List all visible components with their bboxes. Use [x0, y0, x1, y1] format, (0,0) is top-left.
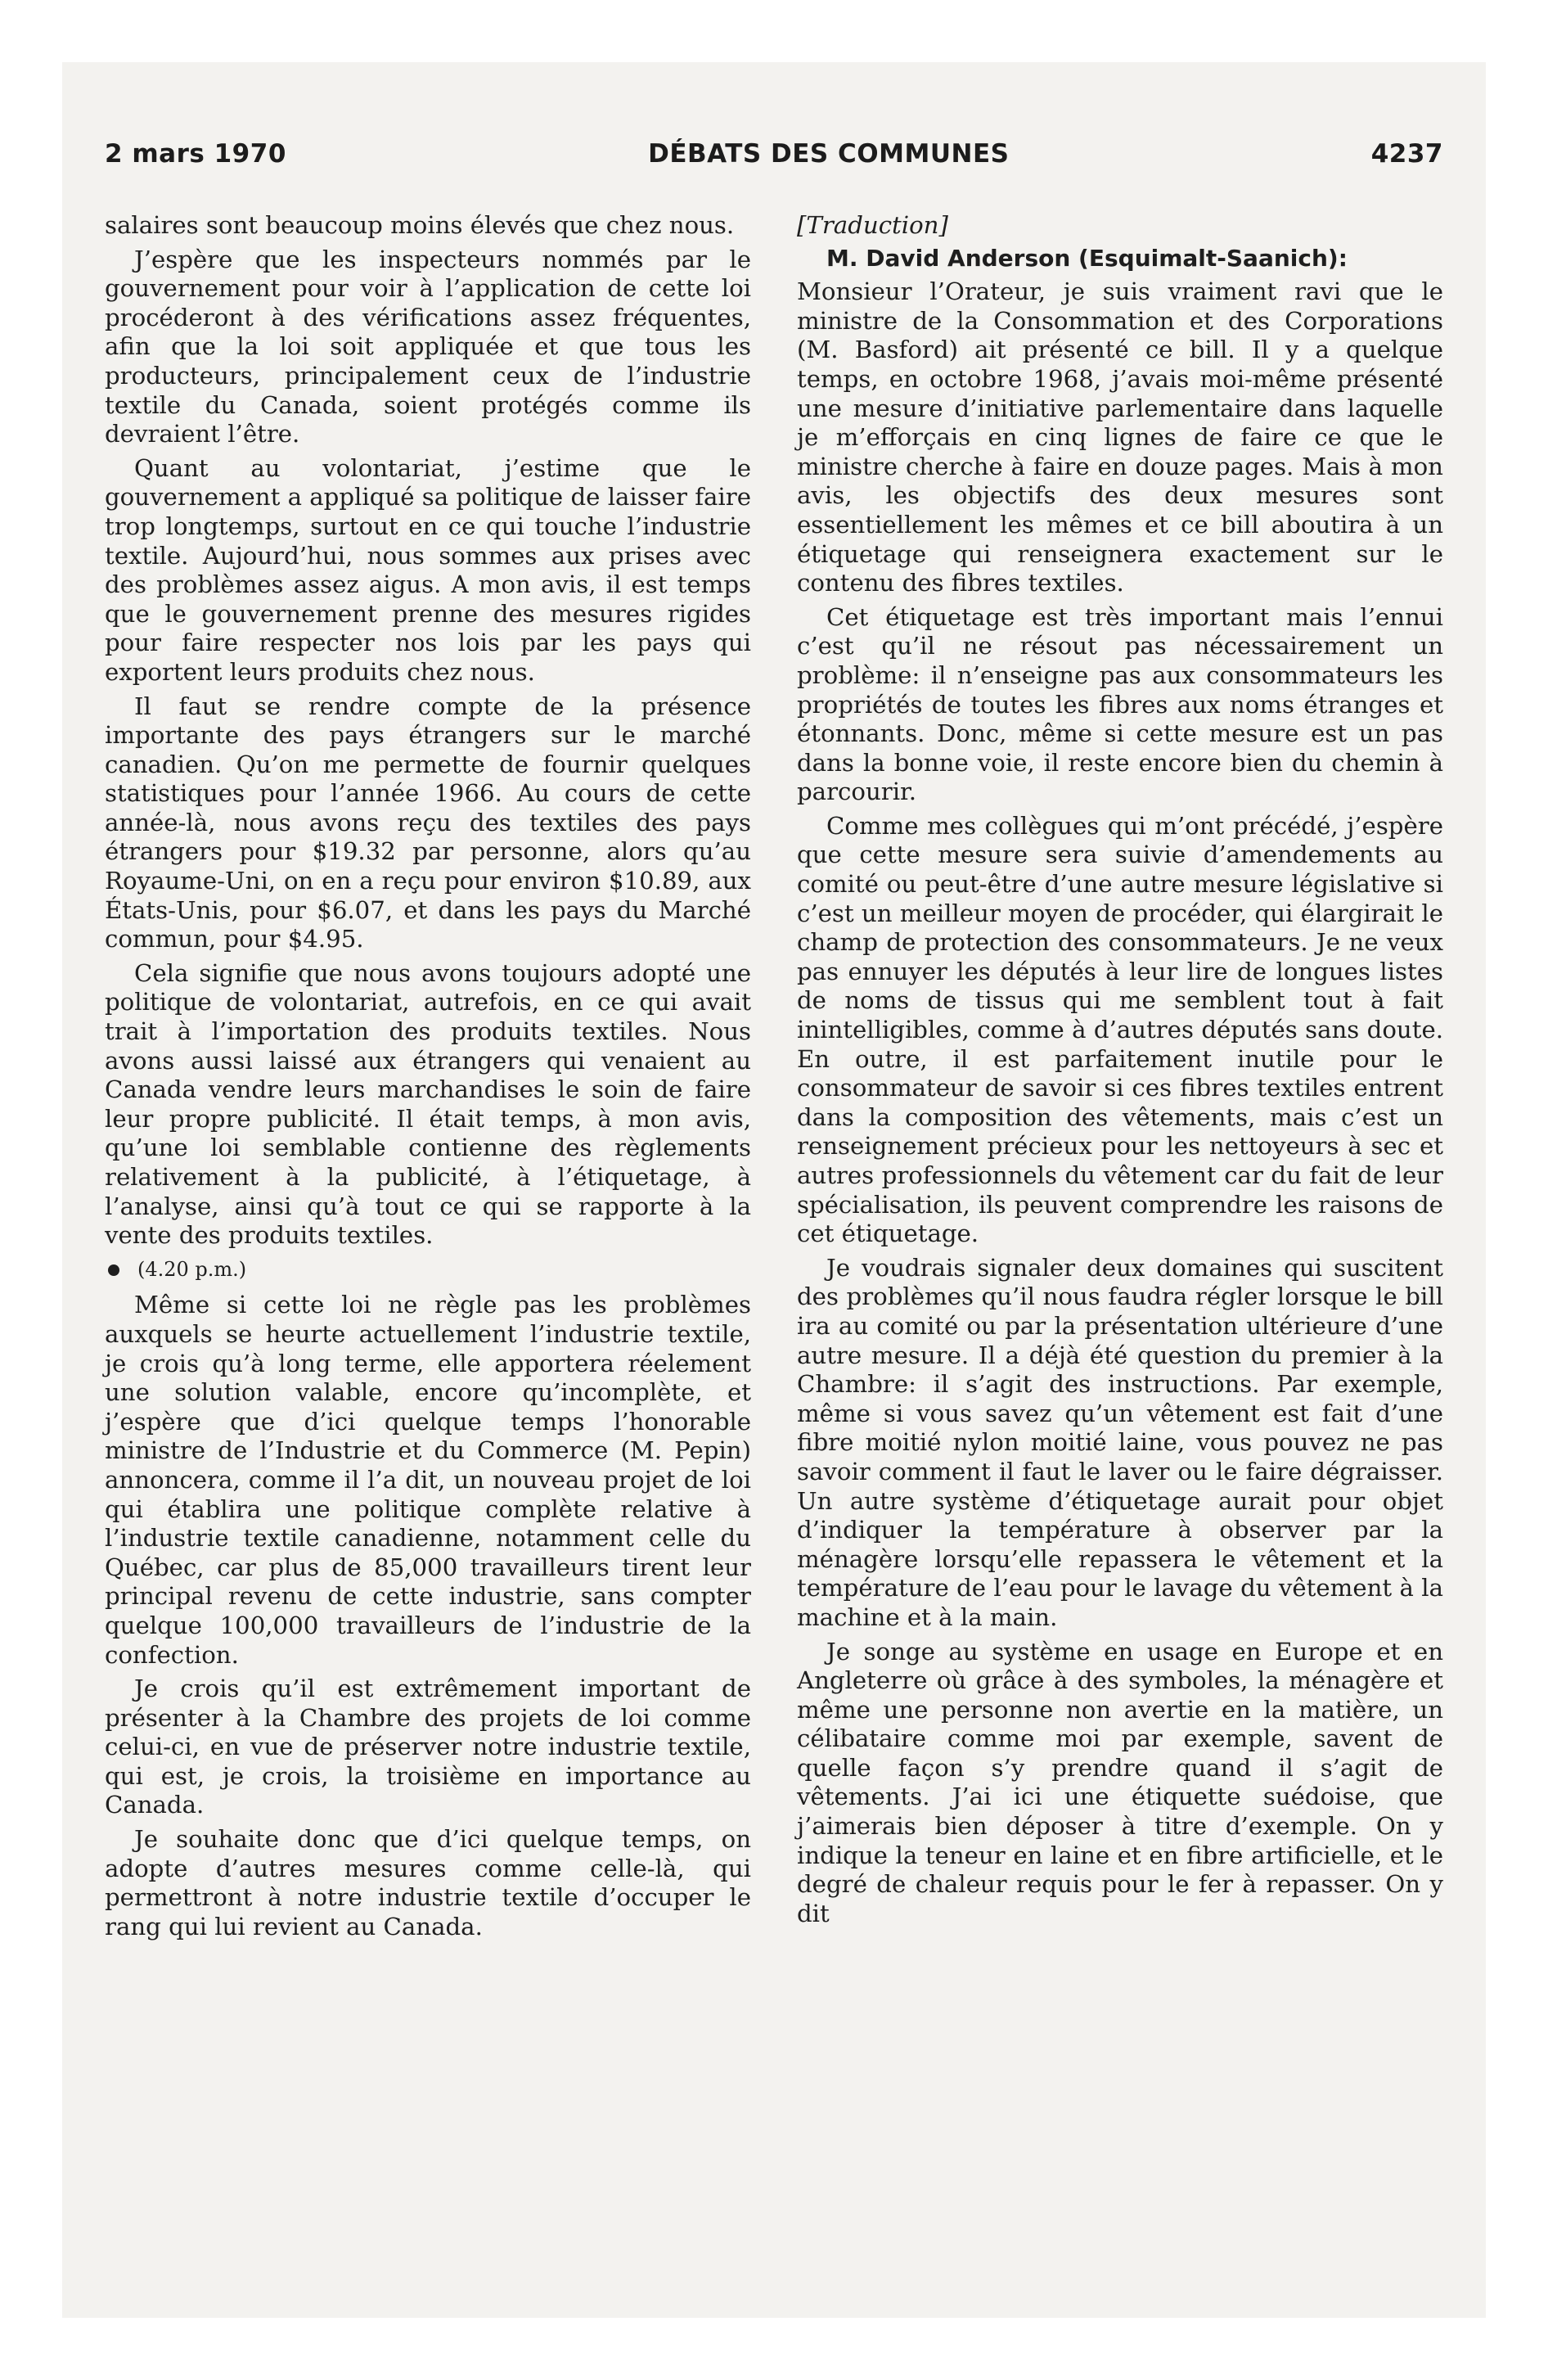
bullet-icon [108, 1264, 119, 1276]
header-date: 2 mars 1970 [105, 139, 286, 169]
paragraph: salaires sont beaucoup moins élevés que chez nous. [105, 211, 735, 239]
translation-label: [Traduction] [797, 211, 948, 239]
document-page [62, 62, 1486, 2318]
time-marker [105, 1255, 751, 1285]
paragraph: Je voudrais signaler deux domaines qui suscitent des problèmes qu’il nous faudra régler lorsque le bill ira au comité ou par la présentation ultérieure d’une autre mesure. Il a déjà été question du premier à la Chambre: il s’agit des instructions. Par exemple, même si vous savez qu’un vêtement est fait d’une fibre moitié nylon moitié laine, vous pouvez ne pas savoir comment il faut le laver ou le faire dégraisser. Un autre système d’étiquetage aurait pour objet d’indiquer la température à observer par la ménagère lorsqu’elle repassera le vêtement et la température de l’eau pour le lavage du vêtement à la machine et à la main. [797, 1253, 1443, 1631]
right-column [797, 211, 1443, 1946]
speaker-name: M. David Anderson (Esquimalt-Saanich): [826, 244, 1348, 272]
left-column [105, 211, 751, 1946]
paragraph: Cela signifie que nous avons toujours adopté une politique de volontariat, autrefois, en ce qui avait trait à l’importation des produits textiles. Nous avons aussi laissé aux étrangers qui venaient au Canada vendre leurs marchandises le soin de faire leur propre publicité. Il était temps, à mon avis, qu’une loi semblable contienne des règlements relativement à la publicité, à l’étiquetage, à l’analyse, ainsi qu’à tout ce qui se rapporte à la vente des produits textiles. [105, 958, 751, 1250]
paragraph: J’espère que les inspecteurs nommés par le gouvernement pour voir à l’application de cette loi procéderont à des vérifications assez fréquentes, afin que la loi soit appliquée et que tous les producteurs, principalement ceux de l’industrie textile du Canada, soient protégés comme ils devraient l’être. [105, 245, 751, 449]
paragraph: Comme mes collègues qui m’ont précédé, j’espère que cette mesure sera suivie d’amendements au comité ou peut-être d’une autre mesure législative si c’est un meilleur moyen de procéder, qui élargirait le champ de protection des consommateurs. Je ne veux pas ennuyer les députés à leur lire de longues listes de noms de tissus qui me semblent tout à fait inintelligibles, comme à d’autres députés sans doute. En outre, il est parfaitement inutile pour le consommateur de savoir si ces fibres textiles entrent dans la composition des vêtements, mais c’est un renseignement précieux pour les nettoyeurs à sec et autres professionnels du vêtement car du fait de leur spécialisation, ils peuvent comprendre les raisons de cet étiquetage. [797, 811, 1443, 1248]
paragraph: Monsieur l’Orateur, je suis vraiment ravi que le ministre de la Consommation et des Corporations (M. Basford) ait présenté ce bill. Il y a quelque temps, en octobre 1968, j’avais moi-même présenté une mesure d’initiative parlementaire dans laquelle je m’efforçais en cinq lignes de faire ce que le ministre cherche à faire en douze pages. Mais à mon avis, les objectifs des deux mesures sont essentiellement les mêmes et ce bill aboutira à un étiquetage qui renseignera exactement sur le contenu des fibres textiles. [797, 277, 1443, 597]
text-columns [105, 211, 1443, 1946]
time-stamp: (4.20 p.m.) [137, 1257, 247, 1281]
paragraph: Quant au volontariat, j’estime que le gouvernement a appliqué sa politique de laisser faire trop longtemps, surtout en ce qui touche l’industrie textile. Aujourd’hui, nous sommes aux prises avec des problèmes assez aigus. A mon avis, il est temps que le gouvernement prenne des mesures rigides pour faire respecter nos lois par les pays qui exportent leurs produits chez nous. [105, 453, 751, 686]
paragraph: Je souhaite donc que d’ici quelque temps, on adopte d’autres mesures comme celle-là, qui permettront à notre industrie textile d’occuper le rang qui lui revient au Canada. [105, 1825, 751, 1941]
paragraph: Je crois qu’il est extrêmement important de présenter à la Chambre des projets de loi comme celui-ci, en vue de préserver notre industrie textile, qui est, je crois, la troisième en importance au Canada. [105, 1675, 751, 1819]
paragraph: Même si cette loi ne règle pas les problèmes auxquels se heurte actuellement l’industrie textile, je crois qu’à long terme, elle apportera réelement une solution valable, encore qu’incomplète, et j’espère que d’ici quelque temps l’honorable ministre de l’Industrie et du Commerce (M. Pepin) annoncera, comme il l’a dit, un nouveau projet de loi qui établira une politique complète relative à l’industrie textile canadienne, notamment celle du Québec, car plus de 85,000 travailleurs tirent leur principal revenu de cette industrie, sans compter quelque 100,000 travailleurs de l’industrie de la confection. [105, 1291, 751, 1669]
paragraph: Cet étiquetage est très important mais l’ennui c’est qu’il ne résout pas nécessairement un problème: il n’enseigne pas aux consommateurs les propriétés de toutes les fibres aux noms étranges et étonnants. Donc, même si cette mesure est un pas dans la bonne voie, il reste encore bien du chemin à parcourir. [797, 602, 1443, 806]
header-page-number: 4237 [1370, 139, 1443, 169]
paragraph: Je songe au système en usage en Europe et en Angleterre où grâce à des symboles, la ménagère et même une personne non avertie en la matière, un célibataire comme moi par exemple, savent de quelle façon s’y prendre quand il s’agit de vêtements. J’ai ici une étiquette suédoise, que j’aimerais bien déposer à titre d’exemple. On y indique la teneur en laine et en fibre artificielle, et le degré de chaleur requis pour le fer à repasser. On y dit [797, 1637, 1443, 1927]
page-header [105, 139, 1443, 182]
header-title: DÉBATS DES COMMUNES [648, 139, 1010, 169]
paragraph [797, 244, 1443, 273]
paragraph: Il faut se rendre compte de la présence importante des pays étrangers sur le marché canadien. Qu’on me permette de fournir quelques statistiques pour l’année 1966. Au cours de cette année-là, nous avons reçu des textiles des pays étrangers pour $19.32 par personne, alors qu’au Royaume-Uni, on en a reçu pour environ $10.89, aux États-Unis, pour $6.07, et dans les pays du Marché commun, pour $4.95. [105, 692, 751, 953]
